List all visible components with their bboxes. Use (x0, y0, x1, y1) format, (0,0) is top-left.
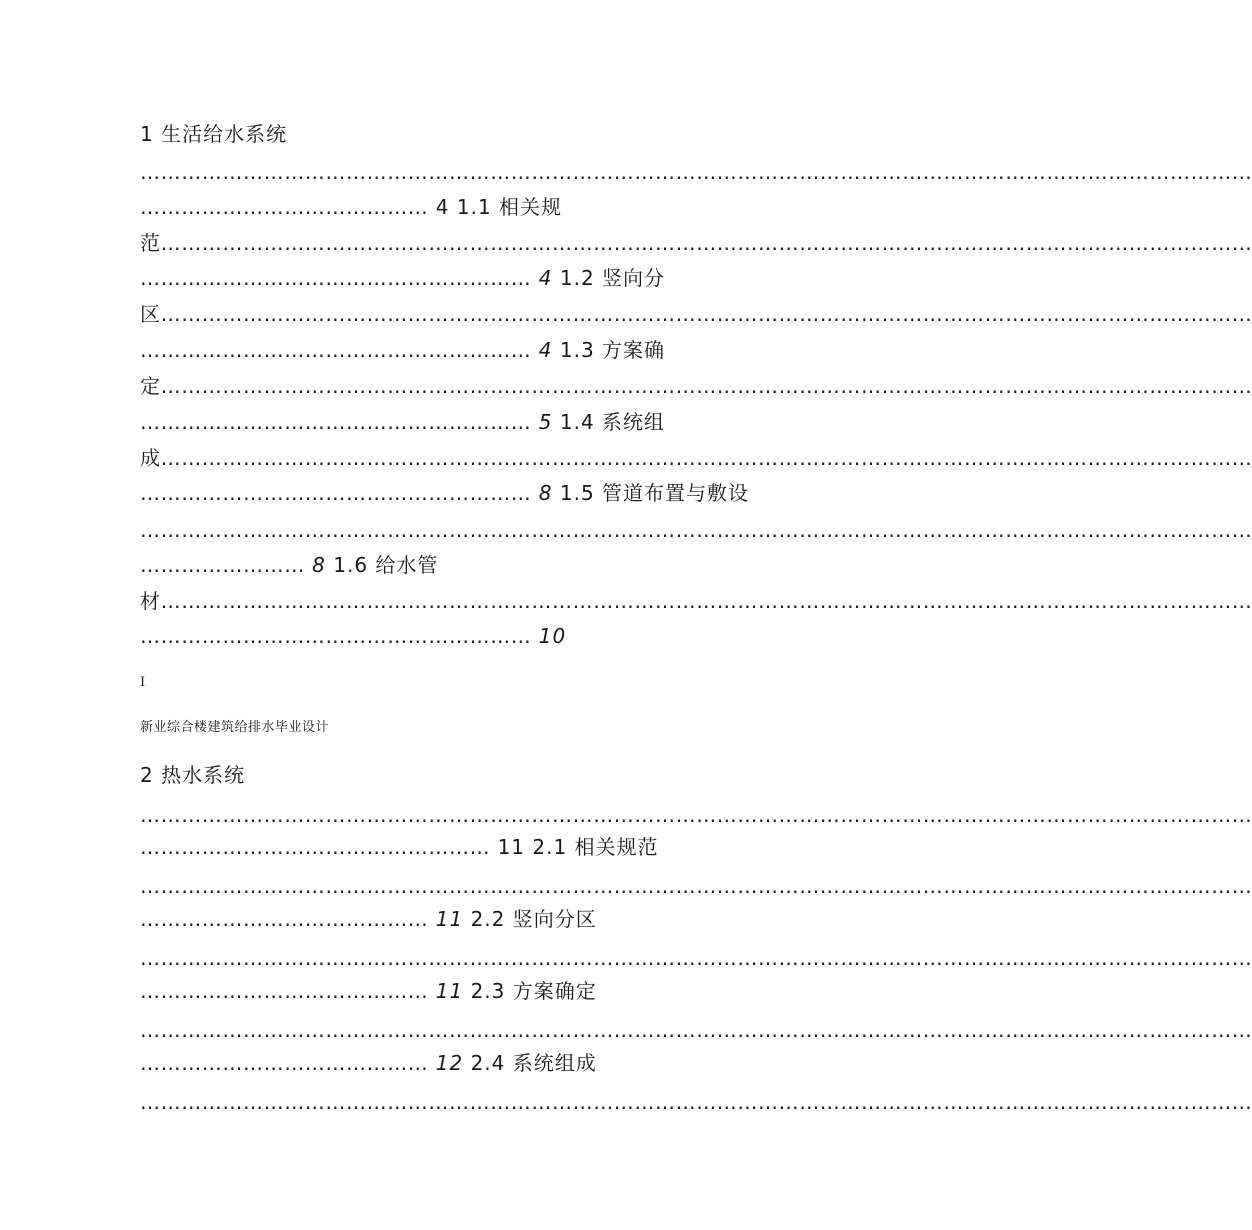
toc-entry: ………………………………………………… 8 1.5 管道布置与敷设 (140, 481, 750, 505)
toc-leader-line: ……………………………………………………………………………………………………………………………………………… (140, 946, 1252, 970)
toc-leader-line: ……………………………………………………………………………………………………………………………………………… (140, 1018, 1252, 1042)
toc-leader-line: 区…………………………………………………………………………………………………………………………………………… (140, 302, 1252, 326)
toc-entry: …………………………………… 11 2.3 方案确定 (140, 979, 597, 1003)
toc-leader-line: 材…………………………………………………………………………………………………………………………………………… (140, 589, 1252, 613)
toc-entry: …………………………………… 11 2.2 竖向分区 (140, 907, 597, 931)
toc-entry: …………………………………………… 11 2.1 相关规范 (140, 835, 659, 859)
toc-leader-line: ……………………………………………………………………………………………………………………………………………… (140, 518, 1252, 542)
running-header: 新业综合楼建筑给排水毕业设计 (140, 720, 330, 735)
toc-leader-line: ……………………………………………………………………………………………………………………………………………… (140, 160, 1252, 184)
toc-entry: ………………………………………………… 10 (140, 624, 567, 648)
toc-entry: …………………………………… 12 2.4 系统组成 (140, 1051, 597, 1075)
toc-entry: ………………………………………………… 5 1.4 系统组 (140, 410, 666, 434)
toc-entry: ………………………………………………… 4 1.2 竖向分 (140, 266, 666, 290)
toc-leader-line: 定…………………………………………………………………………………………………………………………………………… (140, 374, 1252, 398)
toc-leader-line: 成…………………………………………………………………………………………………………………………………………… (140, 446, 1252, 470)
page-number-marker: I (140, 675, 146, 690)
toc-leader-line: ……………………………………………………………………………………………………………………………………………… (140, 874, 1252, 898)
toc-heading: 1 生活给水系统 (140, 122, 288, 146)
toc-heading: 2 热水系统 (140, 763, 246, 787)
toc-entry: ………………………………………………… 4 1.3 方案确 (140, 338, 666, 362)
toc-entry: …………………… 8 1.6 给水管 (140, 553, 439, 577)
toc-leader-line: ……………………………………………………………………………………………………………………………………………… (140, 1090, 1252, 1114)
toc-entry: …………………………………… 4 1.1 相关规 (140, 195, 563, 219)
toc-leader-line: ……………………………………………………………………………………………………………………………………………… (140, 803, 1252, 827)
toc-leader-line: 范…………………………………………………………………………………………………………………………………………… (140, 231, 1252, 255)
